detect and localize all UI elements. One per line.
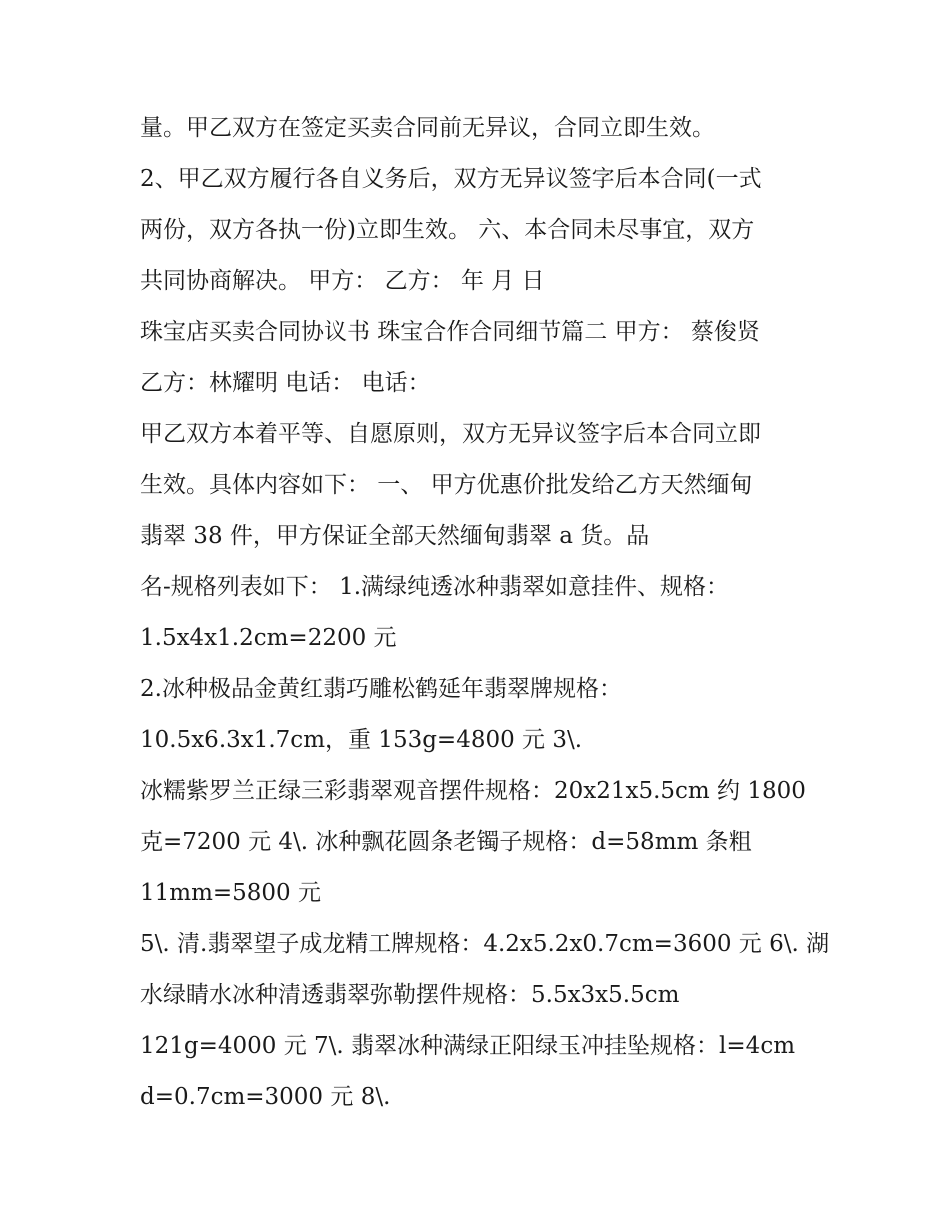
- text-line: 两份，双方各执一份)立即生效。 六、本合同未尽事宜，双方: [140, 217, 755, 243]
- text-line: 2、甲乙双方履行各自义务后，双方无异议签字后本合同(一式: [140, 166, 762, 192]
- text-line: 量。甲乙双方在签定买卖合同前无异议，合同立即生效。: [140, 115, 715, 141]
- text-line: 乙方：林耀明 电话： 电话：: [140, 370, 431, 396]
- contract-text: [140, 103, 840, 1123]
- text-line: 珠宝店买卖合同协议书 珠宝合作合同细节篇二 甲方： 蔡俊贤: [140, 319, 760, 345]
- text-line: 名-规格列表如下： 1.满绿纯透冰种翡翠如意挂件、规格：: [140, 574, 730, 600]
- text-line: d=0.7cm=3000 元 8\.: [140, 1084, 391, 1110]
- text-line: 1.5x4x1.2cm=2200 元: [140, 625, 397, 651]
- text-line: 甲乙双方本着平等、自愿原则，双方无异议签字后本合同立即: [140, 421, 761, 447]
- text-line: 5\. 清.翡翠望子成龙精工牌规格：4.2x5.2x0.7cm=3600 元 6\. 湖: [140, 931, 830, 957]
- text-line: 2.冰种极品金黄红翡巧雕松鹤延年翡翠牌规格：: [140, 676, 622, 702]
- text-line: 11mm=5800 元: [140, 880, 322, 906]
- text-line: 克=7200 元 4\. 冰种飘花圆条老镯子规格：d=58mm 条粗: [140, 829, 752, 855]
- text-line: 121g=4000 元 7\. 翡翠冰种满绿正阳绿玉冲挂坠规格：l=4cm: [140, 1033, 796, 1059]
- text-line: 水绿睛水冰种清透翡翠弥勒摆件规格：5.5x3x5.5cm: [140, 982, 680, 1008]
- text-line: 10.5x6.3x1.7cm，重 153g=4800 元 3\.: [140, 727, 583, 753]
- text-line: 共同协商解决。 甲方： 乙方： 年 月 日: [140, 268, 545, 294]
- text-line: 生效。具体内容如下： 一、 甲方优惠价批发给乙方天然缅甸: [140, 472, 753, 498]
- text-line: 翡翠 38 件，甲方保证全部天然缅甸翡翠 a 货。品: [140, 523, 650, 549]
- text-line: 冰糯紫罗兰正绿三彩翡翠观音摆件规格：20x21x5.5cm 约 1800: [140, 778, 806, 804]
